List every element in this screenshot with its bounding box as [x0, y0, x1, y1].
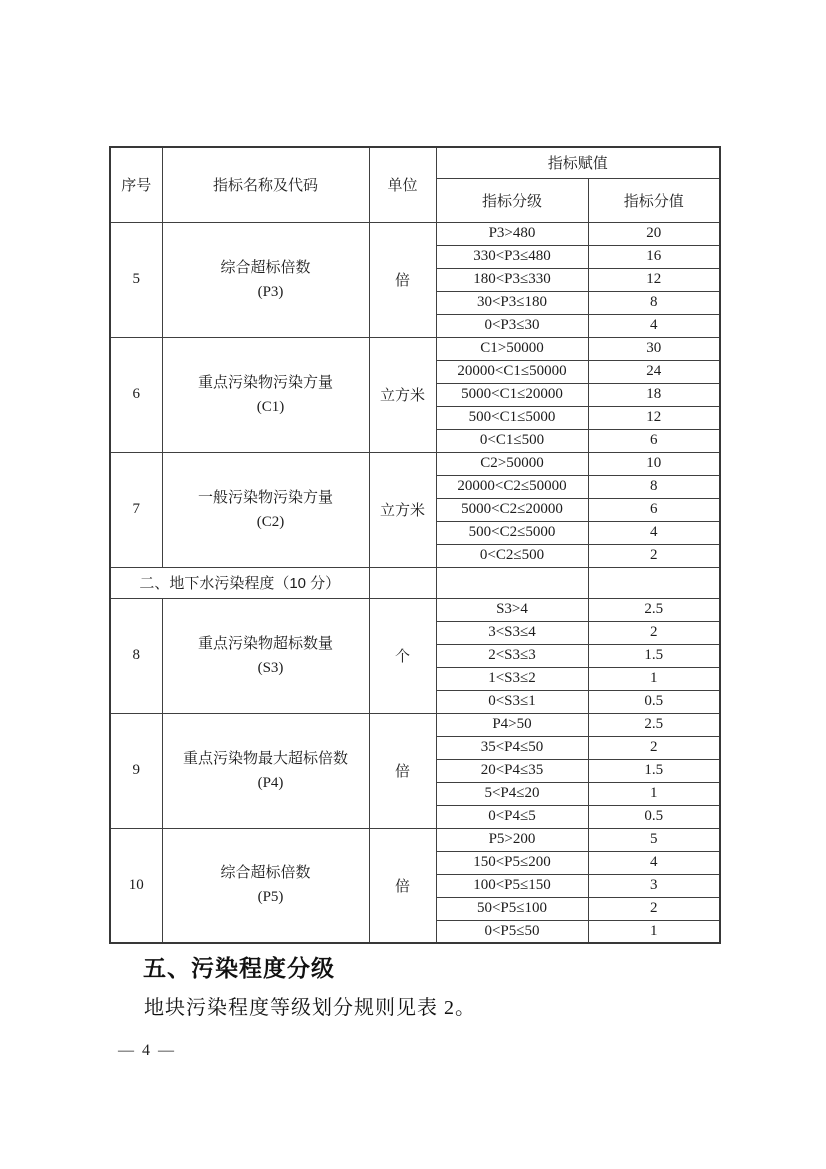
indicator-name-cell	[162, 713, 369, 828]
grade-cell: 180<P3≤330	[436, 268, 588, 291]
indicator-unit-cell: 倍	[369, 222, 436, 337]
indicator-name: 综合超标倍数	[220, 258, 311, 276]
section-label-cell: 二、地下水污染程度（10 分）	[110, 567, 369, 598]
indicator-subrow	[110, 828, 720, 851]
grade-cell: P4>50	[436, 713, 588, 736]
score-cell: 12	[588, 406, 720, 429]
grade-cell: S3>4	[436, 598, 588, 621]
grade-cell: 30<P3≤180	[436, 291, 588, 314]
grade-cell: 0<S3≤1	[436, 690, 588, 713]
score-cell: 5	[588, 828, 720, 851]
indicator-index-cell: 6	[110, 337, 162, 452]
indicator-unit-cell: 个	[369, 598, 436, 713]
indicator-name-cell	[162, 828, 369, 943]
grade-cell: 50<P5≤100	[436, 897, 588, 920]
grade-cell: 0<C2≤500	[436, 544, 588, 567]
indicator-name: 综合超标倍数	[220, 864, 311, 882]
score-cell: 4	[588, 851, 720, 874]
score-cell: 1.5	[588, 644, 720, 667]
indicator-code: (C2)	[256, 513, 285, 530]
indicator-name: 重点污染物最大超标倍数	[182, 749, 348, 767]
section-grade-empty-cell	[436, 567, 588, 598]
indicator-subrow	[110, 713, 720, 736]
grade-cell: 35<P4≤50	[436, 736, 588, 759]
score-cell: 6	[588, 498, 720, 521]
indicator-subrow	[110, 337, 720, 360]
score-cell: 2	[588, 897, 720, 920]
indicator-index-cell: 7	[110, 452, 162, 567]
grade-cell: 3<S3≤4	[436, 621, 588, 644]
grade-cell: P5>200	[436, 828, 588, 851]
grade-cell: 0<P4≤5	[436, 805, 588, 828]
score-cell: 1	[588, 920, 720, 943]
section-row	[110, 567, 720, 598]
section-heading: 五、污染程度分级	[143, 956, 335, 981]
grade-cell: 0<P5≤50	[436, 920, 588, 943]
indicator-name-cell	[162, 452, 369, 567]
score-cell: 2.5	[588, 713, 720, 736]
grade-cell: P3>480	[436, 222, 588, 245]
body-paragraph: 地块污染程度等级划分规则见表 2。	[144, 997, 476, 1019]
indicator-code: (S3)	[257, 659, 284, 676]
grade-cell: 20000<C2≤50000	[436, 475, 588, 498]
grade-cell: 150<P5≤200	[436, 851, 588, 874]
grade-cell: 5<P4≤20	[436, 782, 588, 805]
score-cell: 8	[588, 475, 720, 498]
score-cell: 8	[588, 291, 720, 314]
grade-cell: 20<P4≤35	[436, 759, 588, 782]
grade-cell: C2>50000	[436, 452, 588, 475]
score-cell: 20	[588, 222, 720, 245]
score-cell: 0.5	[588, 690, 720, 713]
score-cell: 0.5	[588, 805, 720, 828]
score-cell: 10	[588, 452, 720, 475]
grade-cell: 5000<C2≤20000	[436, 498, 588, 521]
score-cell: 2	[588, 621, 720, 644]
grade-cell: 5000<C1≤20000	[436, 383, 588, 406]
header-unit: 单位	[369, 147, 436, 222]
grade-cell: 2<S3≤3	[436, 644, 588, 667]
score-cell: 4	[588, 314, 720, 337]
indicator-name-cell	[162, 598, 369, 713]
score-cell: 1	[588, 782, 720, 805]
header-row-top	[110, 147, 720, 178]
header-index: 序号	[110, 147, 162, 222]
score-cell: 12	[588, 268, 720, 291]
grade-cell: 0<P3≤30	[436, 314, 588, 337]
indicator-unit-cell: 倍	[369, 713, 436, 828]
indicator-name-cell	[162, 222, 369, 337]
header-value: 指标分值	[588, 178, 720, 222]
grade-cell: 500<C1≤5000	[436, 406, 588, 429]
indicator-name: 一般污染物污染方量	[197, 488, 333, 506]
grade-cell: 500<C2≤5000	[436, 521, 588, 544]
section-unit-empty-cell	[369, 567, 436, 598]
score-cell: 2.5	[588, 598, 720, 621]
header-name: 指标名称及代码	[162, 147, 369, 222]
indicator-index-cell: 10	[110, 828, 162, 943]
indicator-unit-cell: 立方米	[369, 337, 436, 452]
indicator-code: (P5)	[257, 889, 284, 906]
indicator-name: 重点污染物污染方量	[197, 373, 333, 391]
score-cell: 2	[588, 736, 720, 759]
indicator-code: (P3)	[257, 283, 284, 300]
score-cell: 3	[588, 874, 720, 897]
score-cell: 24	[588, 360, 720, 383]
table-header	[110, 147, 720, 222]
score-cell: 1	[588, 667, 720, 690]
score-cell: 6	[588, 429, 720, 452]
indicator-index-cell: 8	[110, 598, 162, 713]
page-number: — 4 —	[118, 1042, 176, 1059]
indicator-subrow	[110, 452, 720, 475]
grade-cell: 0<C1≤500	[436, 429, 588, 452]
header-grade: 指标分级	[436, 178, 588, 222]
grade-cell: 20000<C1≤50000	[436, 360, 588, 383]
indicator-code: (P4)	[257, 774, 284, 791]
grade-cell: C1>50000	[436, 337, 588, 360]
indicator-code: (C1)	[256, 398, 285, 415]
score-cell: 2	[588, 544, 720, 567]
table-body	[110, 222, 720, 943]
grade-cell: 330<P3≤480	[436, 245, 588, 268]
grade-cell: 1<S3≤2	[436, 667, 588, 690]
indicator-name-cell	[162, 337, 369, 452]
indicator-subrow	[110, 222, 720, 245]
score-cell: 1.5	[588, 759, 720, 782]
section-score-empty-cell	[588, 567, 720, 598]
indicator-index-cell: 9	[110, 713, 162, 828]
score-cell: 18	[588, 383, 720, 406]
score-cell: 16	[588, 245, 720, 268]
indicator-name: 重点污染物超标数量	[197, 634, 333, 652]
score-cell: 4	[588, 521, 720, 544]
header-assignment: 指标赋值	[436, 147, 720, 178]
grade-cell: 100<P5≤150	[436, 874, 588, 897]
indicator-index-cell: 5	[110, 222, 162, 337]
indicator-score-table	[109, 146, 721, 944]
score-cell: 30	[588, 337, 720, 360]
indicator-unit-cell: 立方米	[369, 452, 436, 567]
indicator-subrow	[110, 598, 720, 621]
indicator-unit-cell: 倍	[369, 828, 436, 943]
